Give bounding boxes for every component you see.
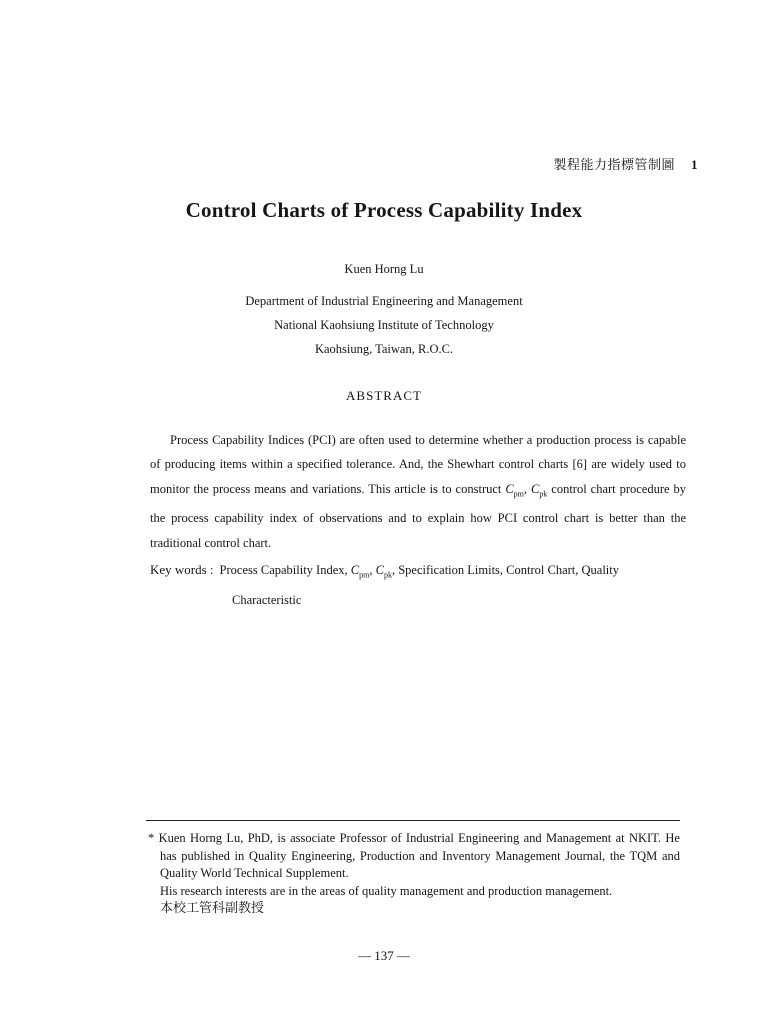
running-header-title: 製程能力指標管制圖 xyxy=(553,158,675,173)
footnote-research-interests: His research interests are in the areas of quality management and production management. xyxy=(160,883,613,898)
abstract-symbol-cpm: C xyxy=(505,481,514,496)
keywords-symbol-cpm: C xyxy=(350,563,360,577)
keywords xyxy=(150,558,686,612)
abstract-symbol-cpm-sub: pm xyxy=(513,489,524,499)
keywords-text-3: Characteristic xyxy=(232,592,302,607)
affiliation-location: Kaohsiung, Taiwan, R.O.C. xyxy=(314,342,454,356)
abstract-separator: , xyxy=(523,481,531,496)
keywords-text-2: , Specification Limits, Control Chart, Quality xyxy=(391,563,620,577)
author-name: Kuen Horng Lu xyxy=(344,262,424,276)
abstract-text-2: control chart procedure by the process capability index of observations and to explain how PCI control chart is better than the traditional control chart. xyxy=(150,481,686,550)
footnote-author-bio: * Kuen Horng Lu, PhD, is associate Professor of Industrial Engineering and Management at NKIT. He has published in Quality Engineering, Production and Inventory Management Journal, the TQM and Quality World Technical Supplement. xyxy=(148,831,680,880)
affiliation-department: Department of Industrial Engineering and Management xyxy=(245,294,523,308)
footnote-chinese-title: 本校工管科副教授 xyxy=(160,901,265,916)
running-header xyxy=(553,154,698,173)
keywords-separator: , xyxy=(369,563,376,577)
footnote xyxy=(148,830,680,918)
abstract-heading: ABSTRACT xyxy=(346,388,422,403)
page-number: — 137 — xyxy=(358,948,410,963)
keywords-symbol-cpm-sub: pm xyxy=(359,570,370,580)
footnote-rule xyxy=(146,820,680,821)
running-header-page: 1 xyxy=(691,157,698,172)
keywords-text-1: Process Capability Index, xyxy=(219,563,351,577)
affiliation-institute: National Kaohsiung Institute of Technology xyxy=(274,318,494,332)
keywords-symbol-cpk-sub: pk xyxy=(383,570,392,580)
keywords-label: Key words : xyxy=(150,562,214,577)
keywords-symbol-cpk: C xyxy=(375,563,384,577)
paper-title: Control Charts of Process Capability Index xyxy=(185,198,583,222)
abstract-text-1: Process Capability Indices (PCI) are often used to determine whether a production process is capable of producing items within a specified tolerance. And, the Shewhart control charts [6] are widely used to monitor the process means and variations. This article is to construct xyxy=(150,433,686,496)
abstract-symbol-cpk-sub: pk xyxy=(539,489,548,499)
abstract-body xyxy=(150,428,686,555)
abstract-symbol-cpk: C xyxy=(530,481,540,496)
